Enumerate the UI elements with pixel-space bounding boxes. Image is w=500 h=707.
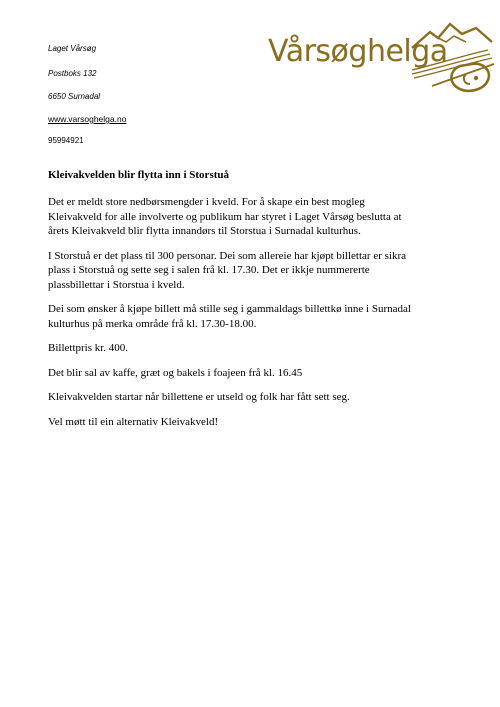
article-paragraph-6: Kleivakvelden startar når billettene er utseld og folk har fått sett seg. bbox=[48, 391, 350, 403]
article-paragraph-5: Det blir sal av kaffe, græt og bakels i foajeen frå kl. 16.45 bbox=[48, 366, 303, 379]
website-link[interactable]: www.varsoghelga.no bbox=[48, 114, 127, 124]
article-paragraph-3: Dei som ønsker å kjøpe billett må stille seg i gammaldags billettkø inne i Surnadal kulturhus på merka område frå kl. 17.30-18.00. bbox=[48, 303, 411, 330]
logo-wordmark: Vårsøghelga bbox=[268, 34, 448, 69]
article-paragraph-4: Billettpris kr. 400. bbox=[48, 342, 129, 354]
sender-address-line-1: Postboks 132 bbox=[48, 69, 97, 78]
article-title: Kleivakvelden blir flytta inn i Storstuå bbox=[48, 169, 230, 181]
article-paragraph-2: I Storstuå er det plass til 300 personar. Dei som allereie har kjøpt billettar er sikra plass i Storstuå og sette seg i salen frå kl. 17.30. Det er ikkje nummererte plassbillettar i Storstua i kveld. bbox=[48, 249, 407, 291]
sender-address-line-2: 6650 Surnadal bbox=[48, 92, 101, 101]
article bbox=[48, 168, 420, 439]
sender-org: Laget Vårsøg bbox=[48, 44, 97, 53]
article-paragraph-7: Vel møtt til ein alternativ Kleivakveld! bbox=[48, 415, 219, 428]
sender-phone: 95994921 bbox=[48, 136, 84, 145]
article-paragraph-1: Det er meldt store nedbørsmengder i kveld. For å skape ein best mogleg Kleivakveld for alle involverte og publikum har styret i Laget Vårsøg beslutta at årets Kleivakveld blir flytta innandørs til Storstua i Surnadal kulturhus. bbox=[48, 196, 402, 237]
varsoghelga-logo bbox=[262, 20, 498, 94]
